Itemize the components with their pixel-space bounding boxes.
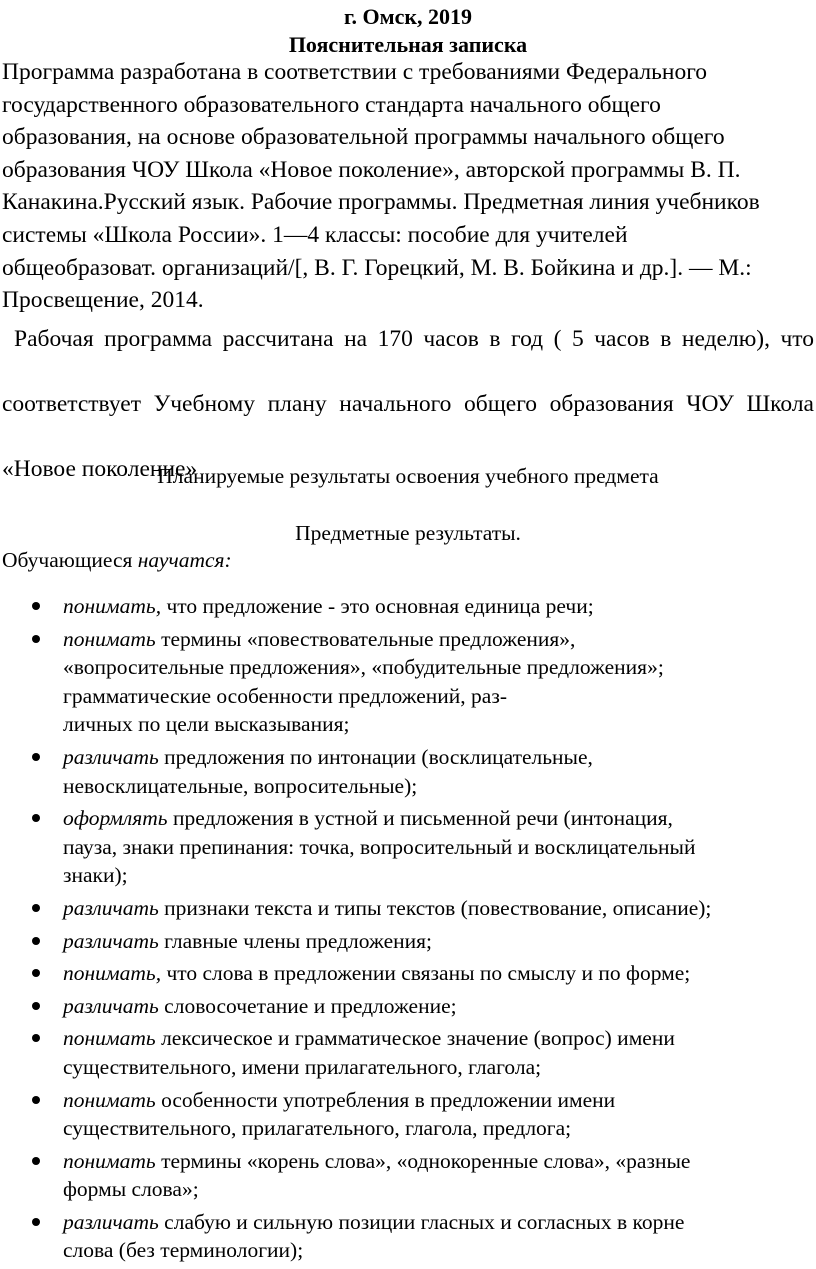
list-item: [0, 1147, 816, 1204]
list-item: [0, 743, 816, 800]
outcome-text: термины «повествовательные предложения»,: [155, 626, 576, 651]
outcome-text: что слова в предложении связаны по смыслу и по форме;: [161, 961, 691, 986]
document-title: Пояснительная записка: [288, 32, 528, 57]
list-item: [0, 592, 816, 621]
paragraph-line: Рабочая программа рассчитана на 170 часов в год ( 5 часов в неделю), что: [14, 326, 814, 352]
list-item: [0, 804, 816, 890]
outcome-verb: понимать,: [63, 961, 162, 986]
paragraph-line: образования, на основе образовательной программы начального общего: [2, 124, 725, 151]
outcome-verb: различать: [63, 993, 159, 1018]
paragraph-line: государственного образовательного стандарта начального общего: [2, 91, 661, 118]
paragraph-line: соответствует Учебному плану начального общего образования ЧОУ Школа: [2, 391, 814, 418]
outcome-verb: оформлять: [63, 806, 168, 831]
bullet-icon: [32, 1034, 40, 1042]
outcome-text: что предложение - это основная единица речи;: [161, 594, 594, 618]
outcome-text: особенности употребления в предложении имени: [155, 1087, 616, 1112]
outcome-text: термины «корень слова», «однокоренные слова», «разные: [155, 1148, 691, 1173]
outcome-verb: понимать: [63, 1148, 156, 1173]
bullet-icon: [32, 753, 40, 761]
outcome-text: слова (без терминологии);: [63, 1238, 304, 1263]
outcome-text: существительного, имени прилагательного, глагола;: [63, 1054, 542, 1079]
outcome-verb: понимать: [63, 1087, 156, 1112]
list-item: [0, 1024, 816, 1081]
list-item: [0, 959, 816, 988]
list-item: [0, 894, 816, 923]
bullet-icon: [32, 1096, 40, 1104]
outcome-text: словосочетание и предложение;: [158, 993, 457, 1018]
bullet-icon: [32, 1002, 40, 1010]
list-item: [0, 625, 816, 739]
outcome-verb: различать: [63, 1209, 159, 1234]
section-heading-planned-results: Планируемые результаты освоения учебного предмета: [157, 464, 659, 488]
intro-paragraph-1: [2, 56, 814, 317]
learners-prefix: Обучающиеся: [2, 548, 138, 572]
outcome-text: личных по цели высказывания;: [63, 712, 350, 737]
bullet-icon: [32, 635, 40, 643]
paragraph-line: общеобразоват. организаций/[, В. Г. Горецкий, М. В. Бойкина и др.]. — М.:: [2, 254, 752, 281]
list-item: [0, 927, 816, 956]
bullet-icon: [32, 969, 40, 977]
outcome-verb: различать: [63, 744, 159, 769]
outcome-text: лексическое и грамматическое значение (вопрос) имени: [155, 1026, 675, 1051]
outcome-text: грамматические особенности предложений, раз-: [63, 683, 507, 708]
outcome-verb: различать: [63, 928, 159, 953]
outcome-text: главные члены предложения;: [158, 928, 432, 953]
outcome-verb: понимать: [63, 626, 156, 651]
paragraph-line: образования ЧОУ Школа «Новое поколение», авторской программы В. П.: [2, 156, 741, 183]
learners-intro: [2, 546, 232, 574]
learners-verb: научатся:: [137, 548, 232, 572]
outcome-text: существительного, прилагательного, глагола, предлога;: [63, 1116, 572, 1141]
bullet-icon: [32, 1157, 40, 1165]
paragraph-line: Просвещение, 2014.: [2, 287, 204, 314]
outcome-verb: понимать,: [63, 594, 162, 618]
outcome-verb: понимать: [63, 1026, 156, 1051]
outcome-text: пауза, знаки препинания: точка, вопросительный и восклицательный: [63, 834, 696, 859]
list-item: [0, 1086, 816, 1143]
paragraph-line: системы «Школа России». 1—4 классы: пособие для учителей: [2, 221, 628, 248]
bullet-icon: [32, 602, 40, 610]
outcome-text: невосклицательные, вопросительные);: [63, 773, 418, 798]
outcome-text: предложения по интонации (восклицательные,: [158, 744, 593, 769]
outcome-verb: различать: [63, 895, 159, 920]
section-heading-subject-results: Предметные результаты.: [295, 521, 521, 545]
outcome-text: предложения в устной и письменной речи (интонация,: [167, 806, 673, 831]
outcome-text: «вопросительные предложения», «побудительные предложения»;: [63, 655, 664, 680]
bullet-icon: [32, 814, 40, 822]
bullet-icon: [32, 1218, 40, 1226]
outcomes-list: [0, 592, 816, 1269]
city-year-line: г. Омск, 2019: [343, 4, 473, 29]
bullet-icon: [32, 937, 40, 945]
outcome-text: слабую и сильную позиции гласных и согласных в корне: [158, 1209, 685, 1234]
list-item: [0, 1208, 816, 1265]
outcome-text: признаки текста и типы текстов (повествование, описание);: [158, 895, 712, 920]
outcome-text: формы слова»;: [63, 1177, 199, 1202]
paragraph-line: «Новое поколение»: [2, 456, 198, 483]
paragraph-line: Канакина.Русский язык. Рабочие программы. Предметная линия учебников: [2, 189, 760, 216]
list-item: [0, 992, 816, 1021]
outcome-text: знаки);: [63, 863, 128, 888]
paragraph-line: Программа разработана в соответствии с требованиями Федерального: [2, 59, 707, 85]
bullet-icon: [32, 904, 40, 912]
